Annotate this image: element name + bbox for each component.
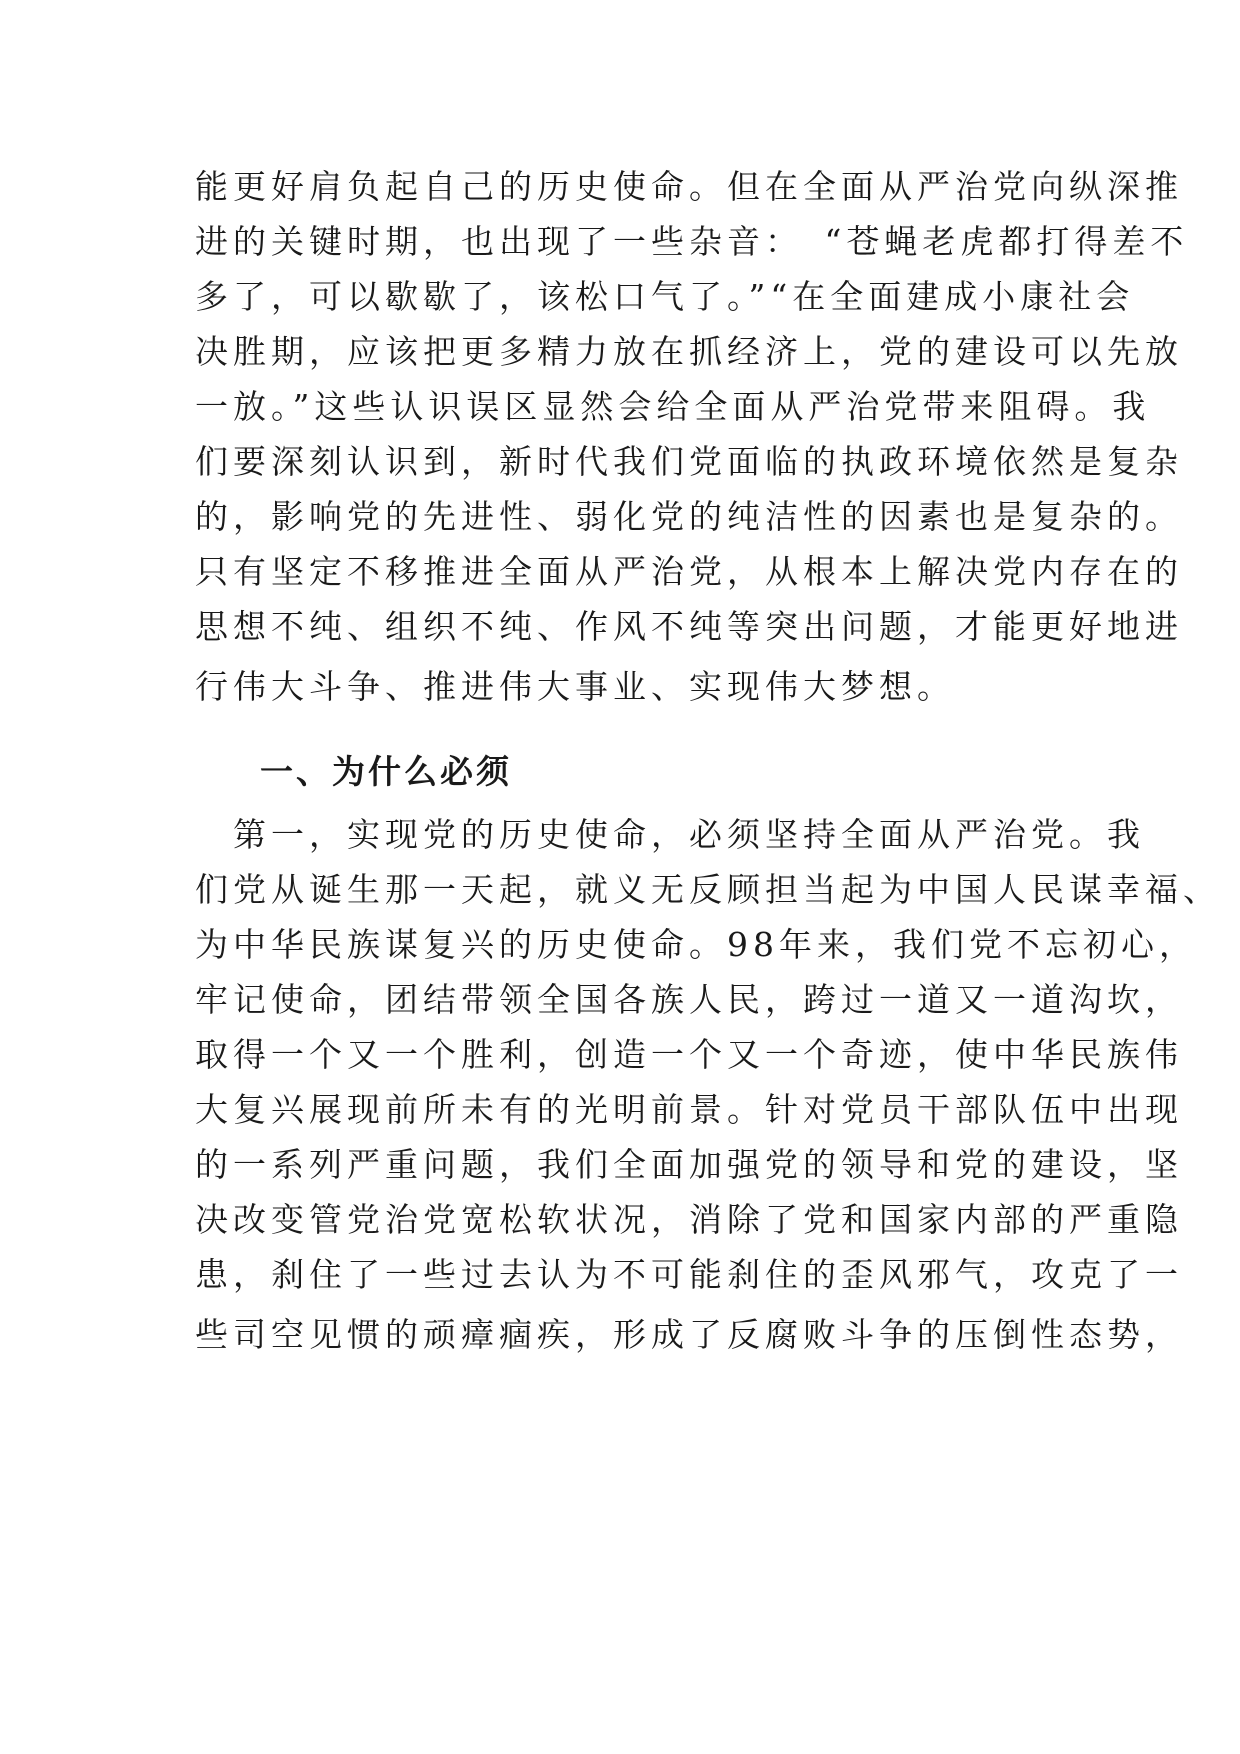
text-line: 进的关键时期，也出现了一些杂音： “苍蝇老虎都打得差不 — [195, 222, 1189, 261]
text-line: 些司空见惯的顽瘴痼疾，形成了反腐败斗争的压倒性态势， — [195, 1315, 1183, 1354]
text-line: 决改变管党治党宽松软状况，消除了党和国家内部的严重隐 — [195, 1200, 1183, 1239]
text-line: 一放。”这些认识误区显然会给全面从严治党带来阻碍。我 — [195, 387, 1151, 426]
text-line: 决胜期，应该把更多精力放在抓经济上，党的建设可以先放 — [195, 332, 1183, 371]
text-line: 们要深刻认识到，新时代我们党面临的执政环境依然是复杂 — [195, 442, 1183, 481]
text-line: 只有坚定不移推进全面从严治党，从根本上解决党内存在的 — [195, 552, 1183, 591]
text-line: 为中华民族谋复兴的历史使命。98年来，我们党不忘初心， — [195, 925, 1197, 964]
text-line: 的，影响党的先进性、弱化党的纯洁性的因素也是复杂的。 — [195, 497, 1183, 536]
section-heading: 一、为什么必须 — [260, 752, 512, 791]
text-line: 大复兴展现前所未有的光明前景。针对党员干部队伍中出现 — [195, 1090, 1183, 1129]
text-line: 取得一个又一个胜利，创造一个又一个奇迹，使中华民族伟 — [195, 1035, 1183, 1074]
text-line: 的一系列严重问题，我们全面加强党的领导和党的建设，坚 — [195, 1145, 1183, 1184]
text-line: 多了，可以歇歇了，该松口气了。”“在全面建成小康社会 — [195, 277, 1135, 316]
text-line: 牢记使命，团结带领全国各族人民，跨过一道又一道沟坎， — [195, 980, 1183, 1019]
text-line: 行伟大斗争、推进伟大事业、实现伟大梦想。 — [195, 667, 955, 706]
text-line: 第一，实现党的历史使命，必须坚持全面从严治党。我 — [195, 815, 1145, 854]
text-line: 能更好肩负起自己的历史使命。但在全面从严治党向纵深推 — [195, 167, 1183, 206]
text-line: 患，刹住了一些过去认为不可能刹住的歪风邪气，攻克了一 — [195, 1255, 1183, 1294]
text-line: 们党从诞生那一天起，就义无反顾担当起为中国人民谋幸福、 — [195, 870, 1221, 909]
text-line: 思想不纯、组织不纯、作风不纯等突出问题，才能更好地进 — [195, 607, 1183, 646]
